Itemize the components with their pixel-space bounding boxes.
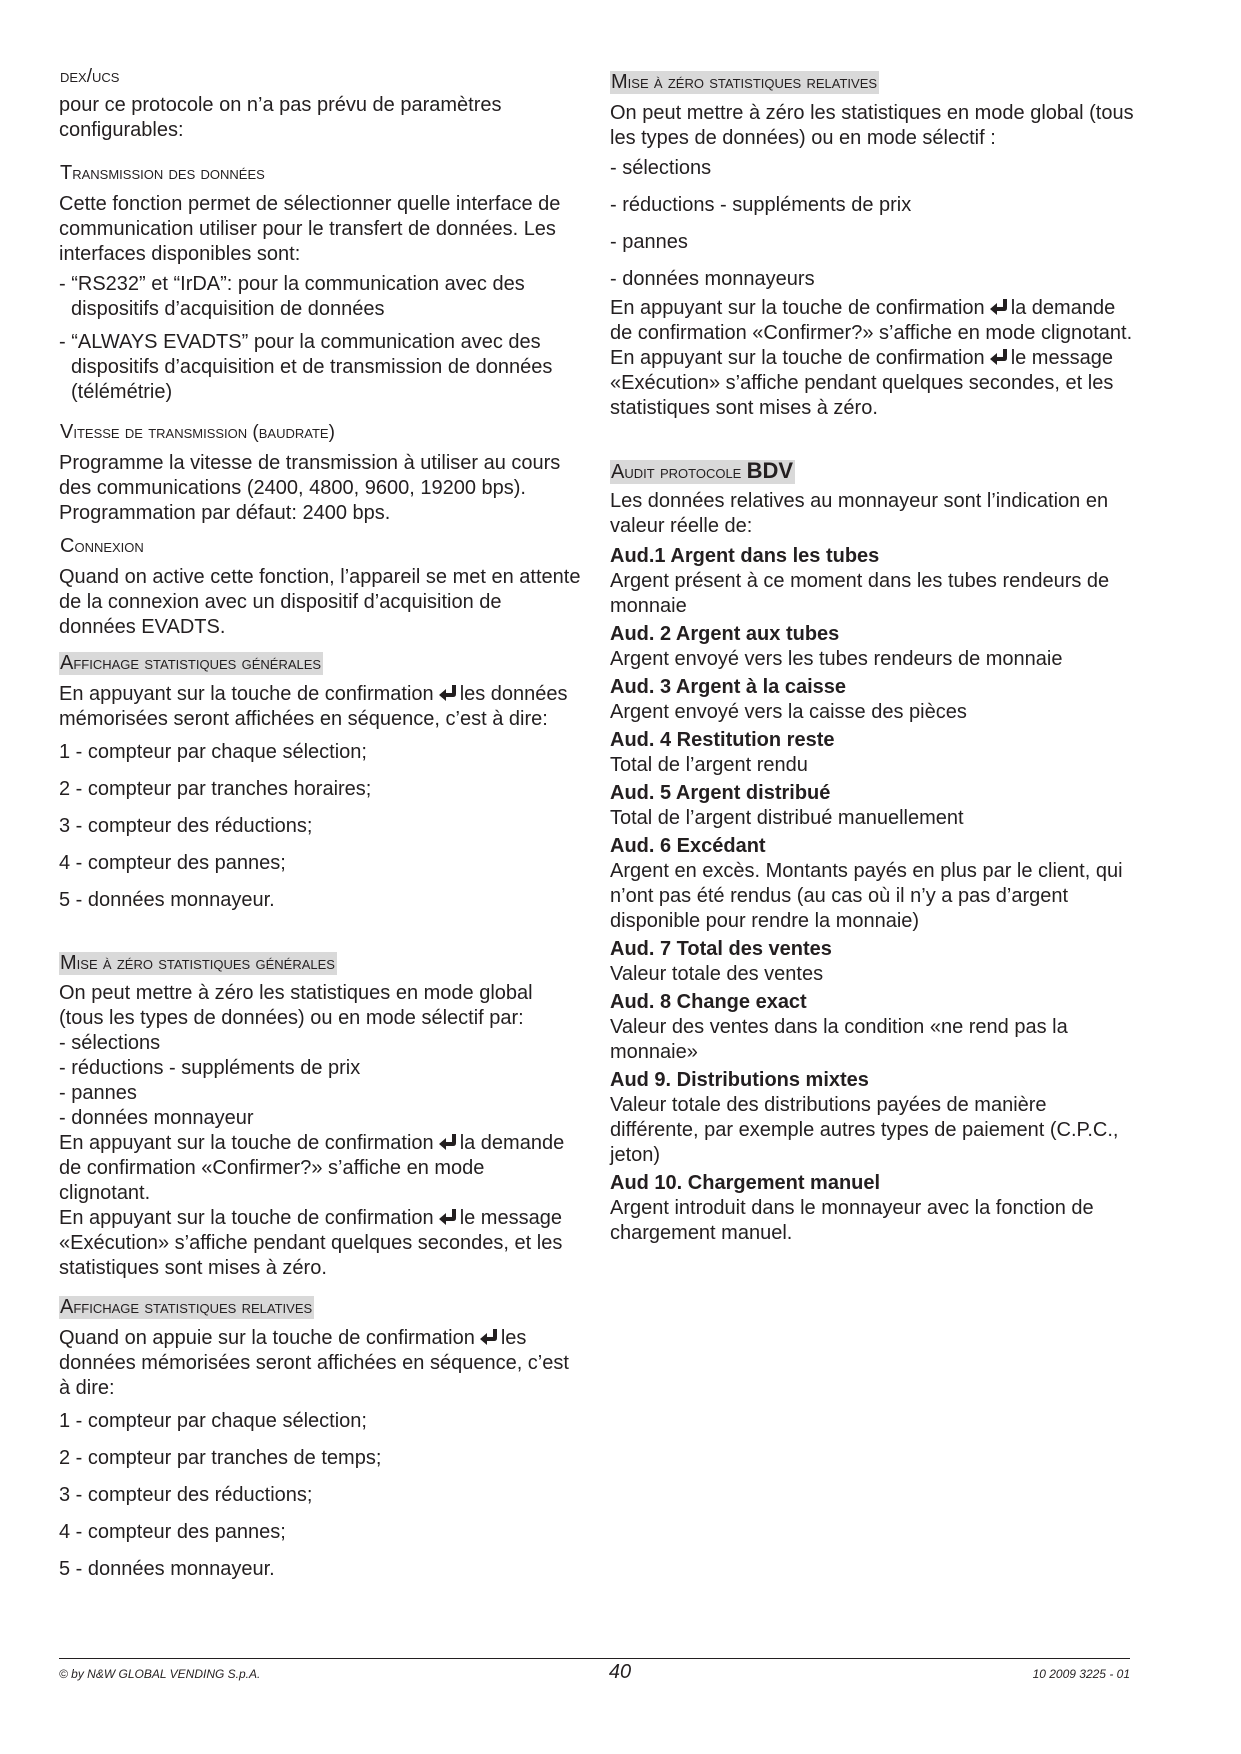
dex-ucs-text: pour ce protocole on n’a pas prévu de paramètres configurables: [59, 94, 502, 141]
audit-entry-title: Aud. 3 Argent à la caisse [610, 676, 847, 698]
section-dex-ucs [59, 64, 581, 143]
heading-connexion: Connexion [60, 535, 144, 557]
audit-entry [610, 781, 1138, 831]
list-item: 4 - compteur des pannes; [59, 1521, 286, 1543]
heading-affichage-generales: Affichage statistiques générales [60, 652, 322, 674]
list-item: - “ALWAYS EVADTS” pour la communication avec des dispositifs d’acquisition et de transmission de données (télémétrie) [59, 331, 553, 403]
audit-entry-text: Total de l’argent rendu [610, 754, 808, 776]
enter-key-icon [989, 348, 1009, 366]
mise-relatives-confirm: En appuyant sur la touche de confirmation la demande de confirmation «Confirmer?» s’affiche en mode clignotant. [610, 297, 1133, 344]
affichage-relatives-intro: Quand on appuie sur la touche de confirmation les données mémorisées seront affichées en séquence, c’est à dire: [59, 1327, 569, 1399]
mise-generales-exec: En appuyant sur la touche de confirmation le message «Exécution» s’affiche pendant quelques secondes, et les statistiques sont mises à zéro. [59, 1207, 563, 1279]
audit-entry-title: Aud. 2 Argent aux tubes [610, 623, 840, 645]
audit-entry [610, 675, 1138, 725]
section-audit-bdv [610, 460, 1138, 1246]
page-number: 40 [608, 1661, 632, 1683]
connexion-text: Quand on active cette fonction, l’appareil se met en attente de la connexion avec un dispositif d’acquisition de données EVADTS. [59, 566, 581, 638]
affichage-generales-intro: En appuyant sur la touche de confirmation les données mémorisées seront affichées en séquence, c’est à dire: [59, 683, 568, 730]
list-item: 5 - données monnayeur. [59, 1558, 275, 1580]
list-item: 5 - données monnayeur. [59, 889, 275, 911]
heading-vitesse: Vitesse de transmission (baudrate) [60, 421, 335, 443]
enter-key-icon [989, 298, 1009, 316]
list-item: 2 - compteur par tranches de temps; [59, 1447, 382, 1469]
list-item: 1 - compteur par chaque sélection; [59, 741, 367, 763]
audit-entry-text: Argent en excès. Montants payés en plus par le client, qui n’ont pas été rendus (au cas où il n’y a pas d’argent disponible pour rendre la monnaie) [610, 860, 1123, 932]
section-transmission [59, 161, 581, 405]
enter-key-icon [438, 1208, 458, 1226]
list-item: - réductions - suppléments de prix [610, 194, 912, 216]
audit-entry [610, 990, 1138, 1065]
list-item: 3 - compteur des réductions; [59, 1484, 313, 1506]
list-item: - données monnayeur [59, 1107, 254, 1129]
audit-entry-title: Aud 9. Distributions mixtes [610, 1069, 869, 1091]
audit-entry [610, 1068, 1138, 1168]
audit-entry [610, 622, 1138, 672]
section-mise-relatives [610, 70, 1138, 421]
list-item: 2 - compteur par tranches horaires; [59, 778, 372, 800]
audit-entry-title: Aud. 4 Restitution reste [610, 729, 835, 751]
audit-entry-title: Aud. 6 Excédant [610, 835, 766, 857]
mise-generales-confirm: En appuyant sur la touche de confirmation la demande de confirmation «Confirmer?» s’affiche en mode clignotant. [59, 1132, 565, 1204]
audit-entry-text: Argent envoyé vers les tubes rendeurs de monnaie [610, 648, 1063, 670]
mise-relatives-exec: En appuyant sur la touche de confirmation le message «Exécution» s’affiche pendant quelques secondes, et les statistiques sont mises à zéro. [610, 347, 1114, 419]
audit-entry [610, 544, 1138, 619]
audit-entry-title: Aud. 7 Total des ventes [610, 938, 832, 960]
audit-entry-title: Aud. 8 Change exact [610, 991, 807, 1013]
heading-affichage-relatives: Affichage statistiques relatives [60, 1296, 313, 1318]
mise-relatives-intro: On peut mettre à zéro les statistiques en mode global (tous les types de données) ou en mode sélectif : [610, 102, 1134, 149]
audit-entry-title: Aud.1 Argent dans les tubes [610, 545, 880, 567]
heading-mise-relatives: Mise à zéro statistiques relatives [611, 71, 878, 93]
section-connexion [59, 534, 581, 640]
audit-entry [610, 728, 1138, 778]
list-item: 4 - compteur des pannes; [59, 852, 286, 874]
list-item: - pannes [59, 1082, 137, 1104]
transmission-intro: Cette fonction permet de sélectionner quelle interface de communication utiliser pour le transfert de données. Les interfaces disponibles sont: [59, 193, 561, 265]
audit-entry-title: Aud 10. Chargement manuel [610, 1172, 881, 1194]
footer-rule [59, 1658, 1130, 1659]
heading-audit-bdv: Audit protocole BDV [611, 458, 794, 483]
audit-intro: Les données relatives au monnayeur sont l’indication en valeur réelle de: [610, 490, 1109, 537]
audit-entry-text: Total de l’argent distribué manuellement [610, 807, 964, 829]
audit-entry-text: Argent introduit dans le monnayeur avec la fonction de chargement manuel. [610, 1197, 1094, 1244]
list-item: - “RS232” et “IrDA”: pour la communication avec des dispositifs d’acquisition de données [59, 273, 525, 320]
audit-entry-text: Argent envoyé vers la caisse des pièces [610, 701, 967, 723]
list-item: 3 - compteur des réductions; [59, 815, 313, 837]
audit-entry [610, 1171, 1138, 1246]
heading-dex-ucs: dex/ucs [60, 66, 120, 87]
list-item: - réductions - suppléments de prix [59, 1057, 361, 1079]
audit-entry-title: Aud. 5 Argent distribué [610, 782, 831, 804]
list-item: 1 - compteur par chaque sélection; [59, 1410, 367, 1432]
audit-entry [610, 834, 1138, 934]
audit-entry-text: Valeur des ventes dans la condition «ne rend pas la monnaie» [610, 1016, 1068, 1063]
list-item: - sélections [610, 157, 712, 179]
section-affichage-relatives [59, 1295, 581, 1582]
enter-key-icon [438, 1133, 458, 1151]
list-item: - pannes [610, 231, 688, 253]
list-item: - données monnayeurs [610, 268, 815, 290]
heading-mise-generales: Mise à zéro statistiques générales [60, 952, 335, 974]
enter-key-icon [438, 684, 458, 702]
audit-entry-text: Valeur totale des distributions payées de manière différente, par exemple autres types de paiement (C.P.C., jeton) [610, 1094, 1119, 1166]
vitesse-text: Programme la vitesse de transmission à utiliser au cours des communications (2400, 4800, 9600, 19200 bps). Programmation par défaut: 2400 bps. [59, 452, 561, 524]
mise-generales-intro: On peut mettre à zéro les statistiques en mode global (tous les types de données) ou en mode sélectif par: [59, 982, 533, 1029]
list-item: - sélections [59, 1032, 161, 1054]
section-affichage-generales [59, 651, 581, 913]
section-vitesse [59, 420, 581, 526]
section-mise-generales [59, 951, 581, 1281]
audit-entry [610, 937, 1138, 987]
footer-doc-code: 10 2009 3225 - 01 [1032, 1667, 1130, 1681]
footer-copyright: © by N&W GLOBAL VENDING S.p.A. [59, 1667, 261, 1681]
heading-transmission: Transmission des données [60, 162, 265, 184]
audit-entry-text: Argent présent à ce moment dans les tubes rendeurs de monnaie [610, 570, 1110, 617]
enter-key-icon [479, 1328, 499, 1346]
audit-entry-text: Valeur totale des ventes [610, 963, 824, 985]
